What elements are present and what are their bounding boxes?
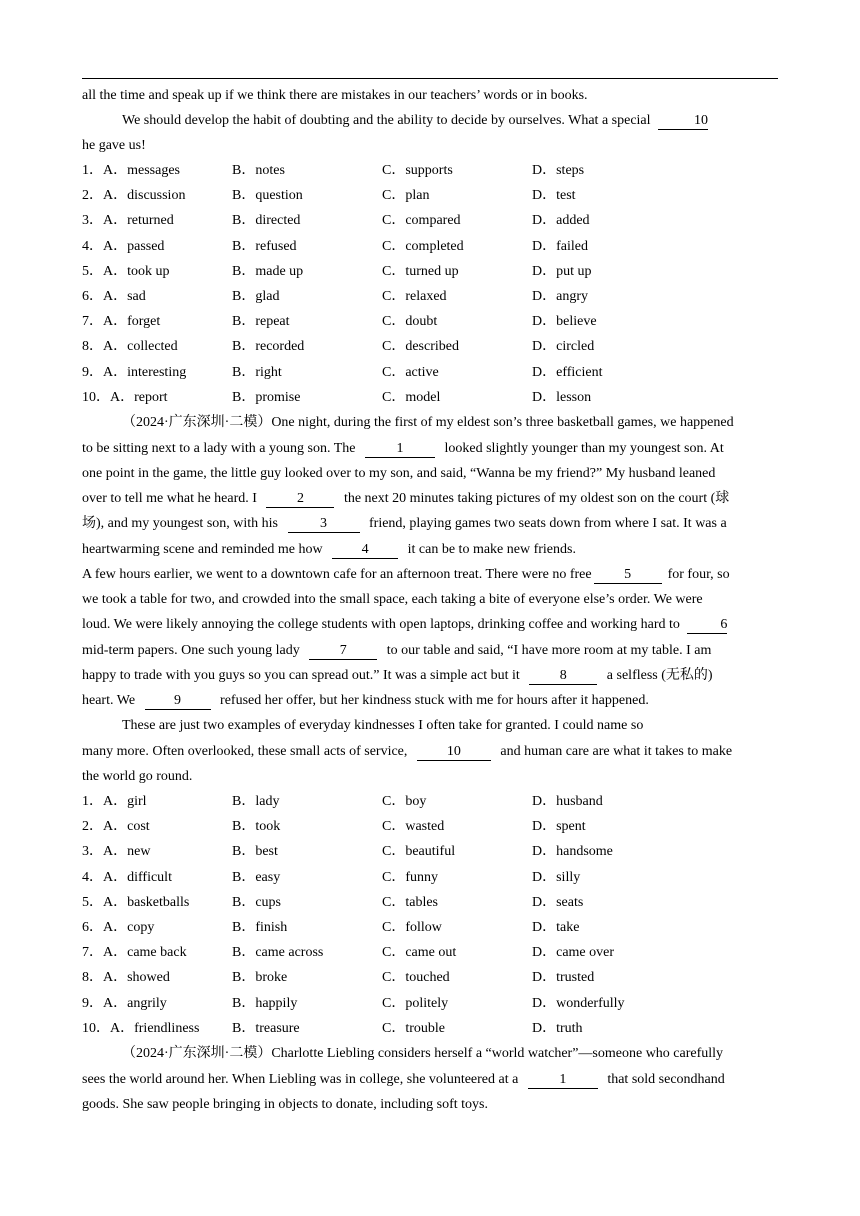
passage2-line: （2024·广东深圳·二模）One night, during the first of my eldest son’s three basketball games, we happened (122, 415, 734, 430)
option-c[interactable]: C．politely (382, 995, 449, 1011)
option-c[interactable]: C．wasted (382, 819, 445, 835)
blank-5[interactable]: 5 (594, 567, 662, 584)
option-b[interactable]: B．happily (232, 995, 298, 1011)
option-b[interactable]: B．directed (232, 213, 301, 229)
question-row (82, 917, 782, 939)
option-b[interactable]: B．recorded (232, 339, 305, 355)
option-d[interactable]: D．seats (532, 894, 584, 910)
option-a[interactable]: 6．A．copy (82, 920, 155, 935)
option-b[interactable]: B．notes (232, 163, 285, 178)
option-c[interactable]: C．beautiful (382, 844, 456, 860)
option-d[interactable]: D．wonderfully (532, 995, 625, 1011)
option-d[interactable]: D．believe (532, 314, 597, 330)
question-row (82, 185, 782, 207)
question-row (82, 387, 782, 409)
blank-7[interactable]: 7 (309, 643, 377, 660)
question-row (82, 993, 782, 1015)
passage2-line: heartwarming scene and reminded me how 4 it can be to make new friends. (82, 542, 576, 557)
blank-10[interactable]: 10 (658, 113, 708, 130)
option-b[interactable]: B．glad (232, 289, 280, 304)
option-a[interactable]: 3．A．returned (82, 213, 174, 229)
option-b[interactable]: B．broke (232, 970, 288, 986)
option-d[interactable]: D．take (532, 920, 580, 935)
blank-9[interactable]: 9 (145, 693, 211, 710)
blank-6[interactable]: 6 (687, 617, 727, 634)
question-row (82, 236, 782, 258)
passage2-line: These are just two examples of everyday kindnesses I often take for granted. I could name so (122, 718, 644, 733)
option-c[interactable]: C．compared (382, 213, 461, 229)
question-row (82, 210, 782, 232)
option-c[interactable]: C．relaxed (382, 289, 447, 304)
passage2-line: many more. Often overlooked, these small acts of service, 10 and human care are what it takes to make (82, 744, 733, 759)
question-row (82, 942, 782, 964)
option-c[interactable]: C．active (382, 364, 439, 380)
option-b[interactable]: B．finish (232, 920, 288, 935)
option-a[interactable]: 5．A．took up (82, 263, 170, 279)
passage1-line: We should develop the habit of doubting and the ability to decide by ourselves. What a special 10 (122, 113, 709, 128)
passage2-line: over to tell me what he heard. I 2 the next 20 minutes taking pictures of my oldest son on the court (球 (82, 491, 730, 506)
option-c[interactable]: C．model (382, 389, 441, 405)
question-row (82, 867, 782, 889)
option-a[interactable]: 7．A．forget (82, 314, 161, 330)
passage2-line: loud. We were likely annoying the college students with open laptops, drinking coffee and working hard to 6 (82, 617, 728, 632)
option-a[interactable]: 2．A．cost (82, 819, 150, 835)
option-a[interactable]: 7．A．came back (82, 945, 187, 961)
option-c[interactable]: C．turned up (382, 263, 459, 279)
option-d[interactable]: D．came over (532, 945, 615, 961)
option-c[interactable]: C．came out (382, 945, 457, 961)
option-b[interactable]: B．best (232, 844, 278, 860)
question-row (82, 160, 782, 182)
option-d[interactable]: D．test (532, 188, 576, 204)
option-a[interactable]: 1．A．messages (82, 163, 180, 178)
question-row (82, 261, 782, 283)
blank-4[interactable]: 4 (332, 542, 398, 559)
option-d[interactable]: D．efficient (532, 364, 603, 380)
option-c[interactable]: C．follow (382, 920, 442, 935)
option-b[interactable]: B．made up (232, 263, 304, 279)
option-b[interactable]: B．right (232, 364, 282, 380)
option-b[interactable]: B．easy (232, 869, 281, 885)
option-c[interactable]: C．supports (382, 163, 453, 178)
question-row (82, 841, 782, 863)
option-b[interactable]: B．lady (232, 794, 280, 809)
header-rule (82, 78, 778, 79)
option-a[interactable]: 5．A．basketballs (82, 894, 190, 910)
passage1-line: he gave us! (82, 138, 146, 153)
option-d[interactable]: D．put up (532, 263, 592, 279)
passage3-line: （2024·广东深圳·二模）Charlotte Liebling considers herself a “world watcher”—someone who carefully (122, 1046, 724, 1061)
blank-1[interactable]: 1 (528, 1072, 598, 1089)
option-d[interactable]: D．truth (532, 1020, 583, 1036)
blank-2[interactable]: 2 (266, 491, 334, 508)
passage2-line: A few hours earlier, we went to a downtown cafe for an afternoon treat. There were no free 5 for four, so (82, 567, 730, 582)
passage2-line: heart. We 9 refused her offer, but her kindness stuck with me for hours after it happened. (82, 693, 649, 708)
question-row (82, 336, 782, 358)
option-d[interactable]: D．spent (532, 819, 586, 835)
option-a[interactable]: 3．A．new (82, 844, 151, 860)
option-c[interactable]: C．boy (382, 794, 427, 809)
passage2-line: happy to trade with you guys so you can spread out.” It was a simple act but it 8 a selfless (无私的) (82, 668, 713, 683)
option-a[interactable]: 8．A．collected (82, 339, 178, 355)
option-b[interactable]: B．cups (232, 894, 281, 910)
option-c[interactable]: C．funny (382, 869, 438, 885)
question-row (82, 892, 782, 914)
option-a[interactable]: 1．A．girl (82, 794, 147, 809)
option-d[interactable]: D．lesson (532, 389, 592, 405)
blank-1[interactable]: 1 (365, 441, 435, 458)
question-row (82, 791, 782, 813)
option-a[interactable]: 9．A．angrily (82, 995, 167, 1011)
option-b[interactable]: B．refused (232, 238, 297, 254)
option-d[interactable]: D．handsome (532, 844, 613, 860)
option-c[interactable]: C．touched (382, 970, 450, 986)
option-d[interactable]: D．husband (532, 794, 603, 809)
option-d[interactable]: D．steps (532, 163, 585, 178)
blank-8[interactable]: 8 (529, 668, 597, 685)
question-row (82, 1018, 782, 1040)
passage2-line: mid-term papers. One such young lady 7 to our table and said, “I have more room at my table. I am (82, 643, 712, 658)
option-c[interactable]: C．plan (382, 188, 430, 204)
passage2-line: to be sitting next to a lady with a young son. The 1 looked slightly younger than my youngest son. At (82, 441, 724, 456)
passage3-line: goods. She saw people bringing in objects to donate, including soft toys. (82, 1097, 488, 1112)
question-row (82, 311, 782, 333)
blank-10[interactable]: 10 (417, 744, 491, 761)
option-a[interactable]: 9．A．interesting (82, 364, 187, 380)
question-row (82, 286, 782, 308)
option-d[interactable]: D．circled (532, 339, 595, 355)
passage1-line: all the time and speak up if we think there are mistakes in our teachers’ words or in books. (82, 88, 588, 103)
passage2-line: we took a table for two, and crowded into the small space, each taking a bite of everyone else’s order. We were (82, 592, 703, 607)
option-a[interactable]: 4．A．difficult (82, 869, 172, 885)
option-a[interactable]: 6．A．sad (82, 289, 146, 304)
option-d[interactable]: D．failed (532, 238, 588, 254)
option-d[interactable]: D．trusted (532, 970, 595, 986)
option-d[interactable]: D．silly (532, 869, 581, 885)
option-c[interactable]: C．tables (382, 894, 438, 910)
question-row (82, 362, 782, 384)
option-b[interactable]: B．came across (232, 945, 324, 961)
option-a[interactable]: 10．A．friendliness (82, 1020, 200, 1036)
option-a[interactable]: 2．A．discussion (82, 188, 186, 204)
option-b[interactable]: B．repeat (232, 314, 290, 330)
option-d[interactable]: D．angry (532, 289, 588, 304)
question-row (82, 816, 782, 838)
option-b[interactable]: B．promise (232, 389, 301, 405)
option-b[interactable]: B．took (232, 819, 281, 835)
option-b[interactable]: B．treasure (232, 1020, 300, 1036)
passage2-line: one point in the game, the little guy looked over to my son, and said, “Wanna be my friend?” My husband leaned (82, 466, 716, 481)
question-row (82, 967, 782, 989)
option-a[interactable]: 4．A．passed (82, 238, 165, 254)
option-c[interactable]: C．described (382, 339, 459, 355)
option-d[interactable]: D．added (532, 213, 590, 229)
blank-3[interactable]: 3 (288, 516, 360, 533)
passage2-line: 场), and my youngest son, with his 3 friend, playing games two seats down from where I sat. It was a (82, 516, 727, 531)
option-b[interactable]: B．question (232, 188, 303, 204)
passage2-line: the world go round. (82, 769, 193, 784)
passage3-line: sees the world around her. When Liebling was in college, she volunteered at a 1 that sold secondhand (82, 1072, 725, 1087)
option-c[interactable]: C．trouble (382, 1020, 445, 1036)
option-a[interactable]: 10．A．report (82, 389, 168, 405)
option-a[interactable]: 8．A．showed (82, 970, 170, 986)
option-c[interactable]: C．completed (382, 238, 464, 254)
option-c[interactable]: C．doubt (382, 314, 438, 330)
